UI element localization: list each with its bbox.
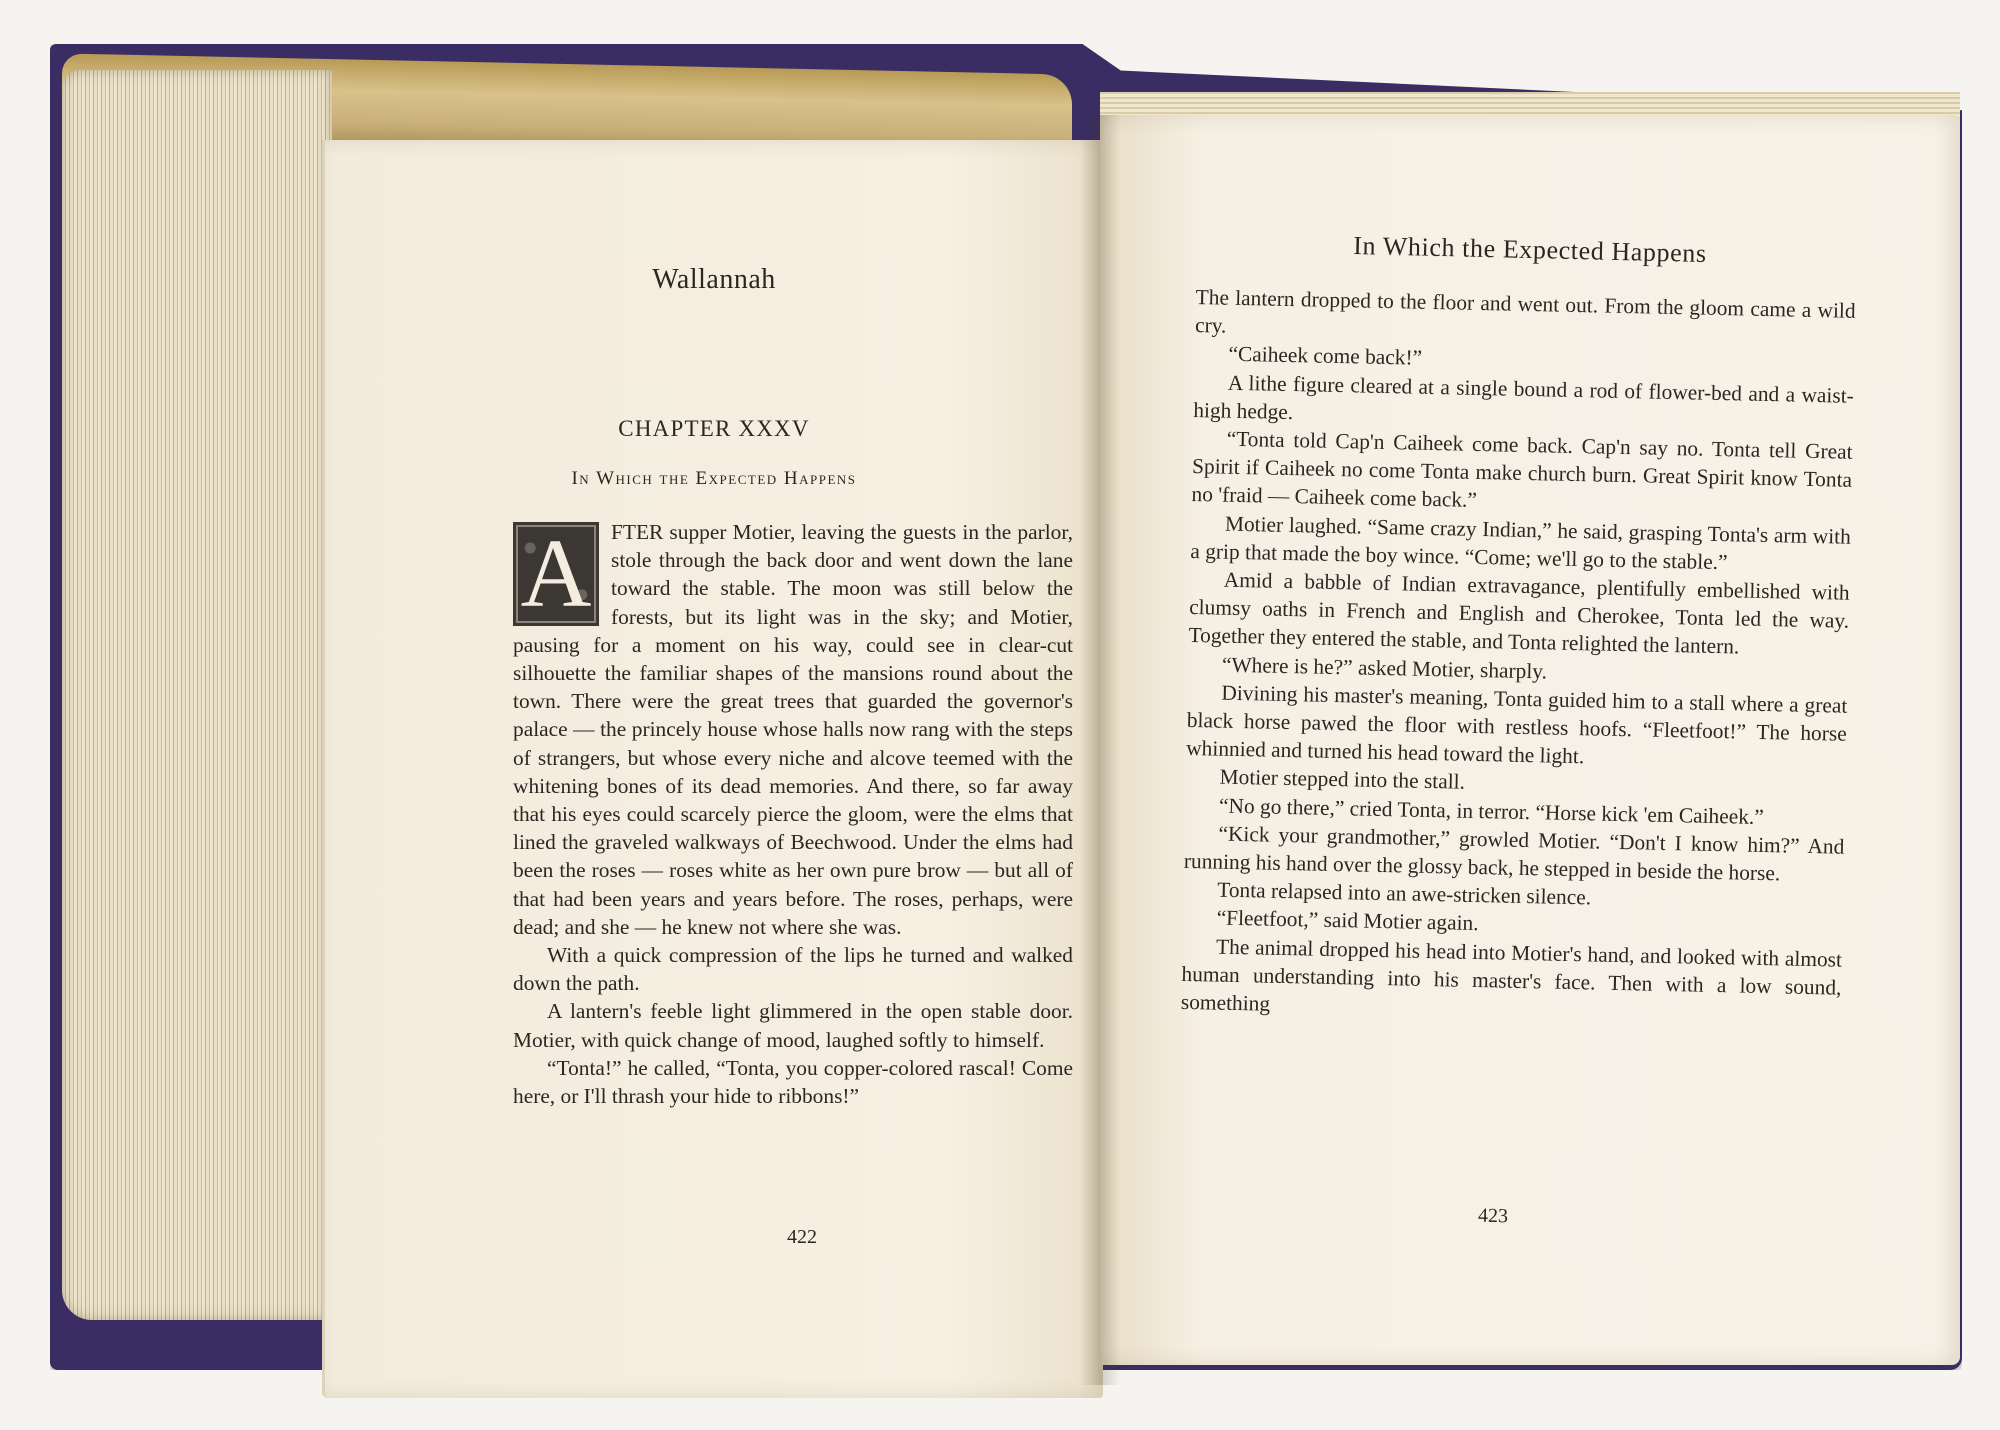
paragraph: Tonta relapsed into an awe-stricken silence. (1217, 877, 1592, 910)
paragraph: “Tonta!” he called, “Tonta, you copper-colored rascal! Come here, or I'll thrash your hide to ribbons!” (513, 1055, 1073, 1109)
chapter-heading: CHAPTER XXXV (618, 416, 810, 441)
paragraph: A lithe figure cleared at a single bound a rod of flower-bed and a waist-high hedge. (1193, 370, 1855, 424)
paragraph: A lantern's feeble light glimmered in the open stable door. Motier, with quick change of mood, laughed softly to himself. (513, 999, 1073, 1052)
paragraph: The lantern dropped to the floor and went out. From the gloom came a wild cry. (1194, 284, 1856, 338)
paragraph: With a quick compression of the lips he turned and walked down the path. (513, 943, 1073, 996)
running-head-left: Wallannah (652, 264, 776, 295)
paragraph: Motier stepped into the stall. (1219, 765, 1466, 795)
paragraph (513, 518, 1073, 941)
paragraph: Amid a babble of Indian extravagance, plentifully embellished with clumsy oaths in French and English and Cherokee, Tonta led the way. Together they entered the stable, and Tonta relighted the lantern. (1188, 567, 1850, 659)
paragraph-text: FTER supper Motier, leaving the guests in the parlor, stole through the back door and went down the lane toward the stable. The moon was still below the forests, but its light was in the sky; and Motier, pausing for a moment on his way, could see in clear-cut silhouette the familiar shapes of the mansions round about the town. There were the great trees that guarded the governor's palace — the princely house whose halls now rang with the steps of strangers, but whose every niche and alcove teemed with the whitening bones of its dead memories. And there, so far away that his eyes could scarcely pierce the gloom, were the elms that lined the graveled walkways of Beechwood. Under the elms had been the roses — roses white as her own pure brow — but all of that had been years and years before. The roses, perhaps, were dead; and she — he knew not where she was. (513, 520, 1073, 939)
spine-gutter (1080, 115, 1120, 1385)
page-edges (62, 70, 332, 1320)
right-text-column (1181, 283, 1856, 1030)
paragraph: Divining his master's meaning, Tonta guided him to a stall where a great black horse pawed the floor with restless hoofs. “Fleetfoot!” The horse whinnied and turned his head toward the light. (1186, 680, 1848, 769)
paragraph: Motier laughed. “Same crazy Indian,” he said, grasping Tonta's arm with a grip that made the boy wince. “Come; we'll go to the stable.” (1190, 511, 1852, 575)
left-page (322, 140, 1103, 1398)
paragraph: “Fleetfoot,” said Motier again. (1216, 906, 1479, 936)
paragraph: “Caiheek come back!” (1228, 342, 1423, 371)
running-head-right: In Which the Expected Happens (1353, 230, 1707, 269)
paragraph: “Kick your grandmother,” growled Motier. “Don't I know him?” And running his hand over the glossy back, he stepped in beside the horse. (1183, 821, 1845, 886)
drop-cap-letter: A (513, 522, 599, 626)
page-number-left: 422 (787, 1226, 817, 1248)
left-text-column (513, 518, 1073, 1110)
paragraph: The animal dropped his head into Motier's hand, and looked with almost human understanding into his master's face. Then with a low sound, something (1180, 934, 1843, 1016)
page-number-right: 423 (1477, 1204, 1509, 1228)
paragraph: “Where is he?” asked Motier, sharply. (1221, 652, 1548, 684)
right-page (1100, 115, 1960, 1365)
paragraph: “No go there,” cried Tonta, in terror. “Horse kick 'em Caiheek.” (1218, 793, 1765, 829)
paragraph: “Tonta told Cap'n Caiheek come back. Cap'n say no. Tonta tell Great Spirit if Caiheek no come Tonta make church burn. Great Spirit know Tonta no 'fraid — Caiheek come back.” (1191, 426, 1853, 513)
chapter-subtitle: In Which the Expected Happens (571, 468, 857, 489)
